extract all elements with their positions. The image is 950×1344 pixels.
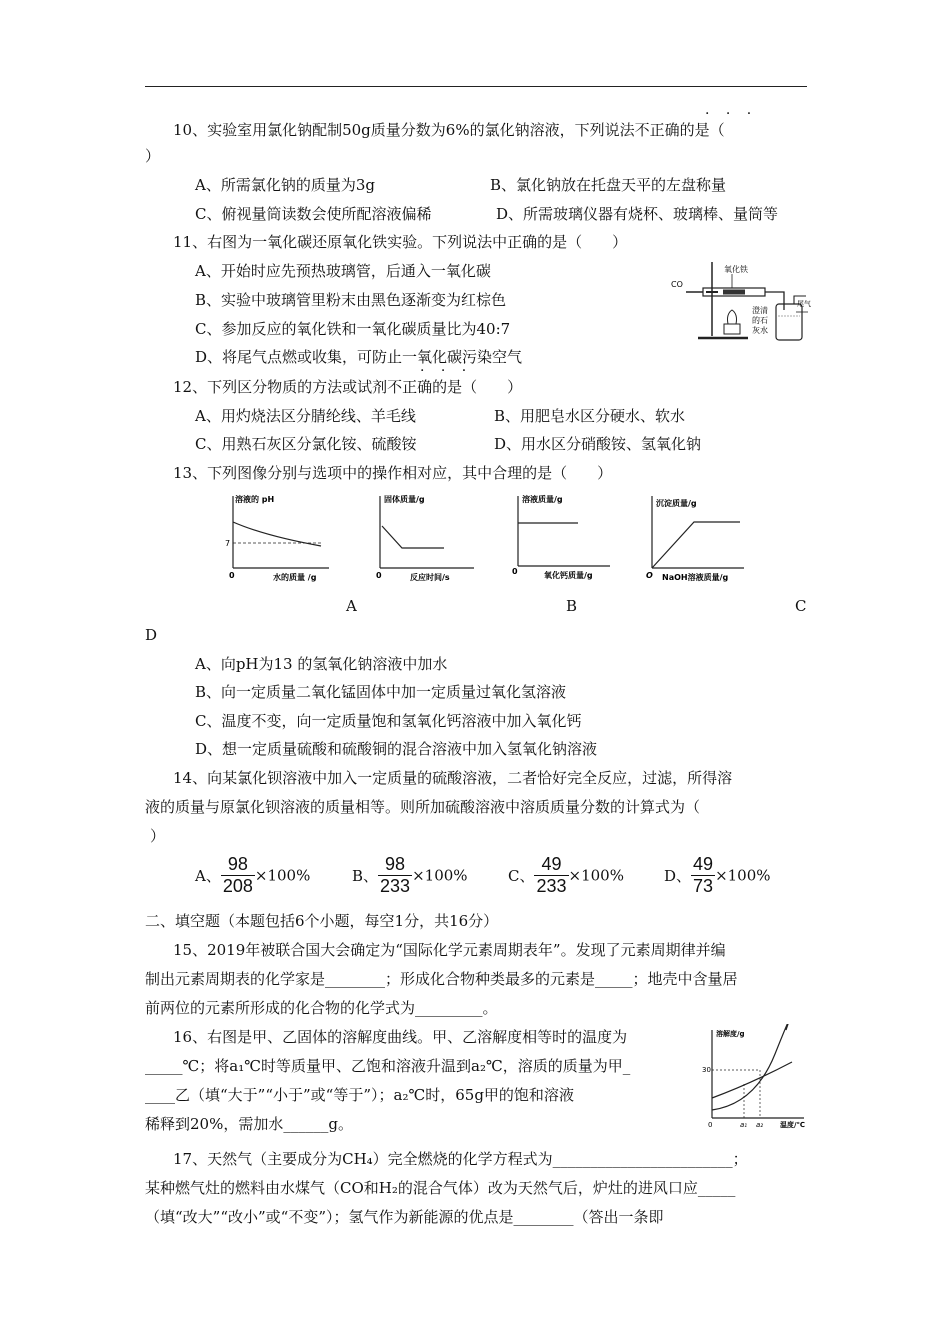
- co-reduction-apparatus-figure: [668, 258, 818, 348]
- q11-option-b: B、实验中玻璃管里粉末由黑色逐渐变为红棕色: [195, 291, 507, 309]
- q13-stem: 13、下列图像分别与选项中的操作相对应，其中合理的是（ ）: [173, 464, 613, 482]
- q14-option-b-denominator: 233: [380, 876, 411, 896]
- q14-option-c-numerator: 49: [534, 854, 568, 876]
- fig-oxide-label: 氧化铁: [724, 265, 748, 274]
- graph-d-origin: O: [646, 571, 653, 580]
- q14-option-b-numerator: 98: [378, 854, 412, 876]
- q10-option-d: D、所需玻璃仪器有烧杯、玻璃棒、量筒等: [496, 205, 779, 223]
- fig-exhaust-label: 尾气: [797, 300, 811, 308]
- solubility-curve-yi: [712, 1062, 792, 1098]
- graph-a-tick-7: 7: [225, 539, 231, 548]
- q14-option-d-fraction: [691, 854, 715, 897]
- graph-c-xlabel: 氧化钙质量/g: [544, 571, 593, 580]
- q13-option-c: C、温度不变，向一定质量饱和氢氧化钙溶液中加入氧化钙: [195, 712, 582, 730]
- graph-c-ylabel: 溶液质量/g: [522, 495, 563, 504]
- q10-option-c: C、俯视量筒读数会使所配溶液偏稀: [195, 205, 432, 223]
- q14-option-b: [352, 854, 468, 897]
- q12-option-d: D、用水区分硝酸铵、氢氧化钠: [494, 435, 702, 453]
- solubility-ylabel: 溶解度/g: [716, 1030, 745, 1038]
- graph-label-a: A: [346, 597, 357, 615]
- q13-option-b: B、向一定质量二氧化锰固体中加一定质量过氧化氢溶液: [195, 683, 567, 701]
- q12-option-a: A、用灼烧法区分腈纶线、羊毛线: [195, 407, 416, 425]
- q16-line-1: 16、右图是甲、乙固体的溶解度曲线。甲、乙溶解度相等时的温度为: [173, 1028, 628, 1046]
- graph-b-ylabel: 固体质量/g: [384, 495, 425, 504]
- graph-a-curve: [233, 522, 321, 546]
- q14-option-d-numerator: 49: [693, 854, 714, 874]
- q16-line-4: 稀释到20%，需加水______g。: [145, 1115, 353, 1133]
- solubility-a2: a₂: [756, 1121, 764, 1129]
- q10-option-a: A、所需氯化钠的质量为3g: [195, 176, 375, 194]
- fig-co-label: CO: [671, 280, 683, 289]
- q11-option-a: A、开始时应先预热玻璃管，后通入一氧化碳: [195, 262, 491, 280]
- q17-line-1: 17、天然气（主要成分为CH₄）完全燃烧的化学方程式为________________________；: [173, 1150, 748, 1168]
- graph-d-line: [652, 522, 740, 568]
- q12-option-b: B、用肥皂水区分硬水、软水: [494, 407, 686, 425]
- graph-label-d: D: [145, 626, 158, 644]
- q10-option-b: B、氯化钠放在托盘天平的左盘称量: [490, 176, 727, 194]
- q14-option-a: [195, 854, 310, 897]
- q15-line-2: 制出元素周期表的化学家是________；形成化合物种类最多的元素是_____；地壳中含量居: [145, 970, 738, 988]
- graph-label-c: C: [795, 597, 807, 615]
- q12-stem: 12、下列区分物质的方法或试剂不正确的是（ ）: [173, 378, 523, 396]
- graph-a-origin: 0: [229, 571, 235, 580]
- q13-graph-d: [640, 488, 760, 584]
- q13-graph-a: [215, 488, 335, 584]
- q17-line-2: 某种燃气灶的燃料由水煤气（CO和H₂的混合气体）改为天然气后，炉灶的进风口应_____: [145, 1179, 736, 1197]
- q14-line-1: 14、向某氯化钡溶液中加入一定质量的硫酸溶液，二者恰好完全反应，过滤，所得溶: [173, 769, 733, 787]
- limewater-bottle: [776, 304, 802, 340]
- q14-option-a-fraction: [221, 854, 255, 897]
- q15-line-1: 15、2019年被联合国大会确定为“国际化学元素周期表年”。发现了元素周期律并编: [173, 941, 726, 959]
- q14-option-d-denominator: 73: [693, 876, 714, 896]
- q17-line-3: （填“改大”“改小”或“不变”）；氢气作为新能源的优点是________（答出一条即: [145, 1208, 664, 1226]
- q14-option-a-label: A、: [195, 867, 221, 885]
- graph-a-xlabel: 水的质量 /g: [273, 573, 317, 582]
- q11-option-c: C、参加反应的氧化铁和一氧化碳质量比为40:7: [195, 320, 511, 338]
- graph-b-line: [382, 526, 444, 548]
- solubility-a1: a₁: [740, 1121, 748, 1129]
- q14-option-a-tail: ×100%: [254, 866, 311, 885]
- q13-graph-b: [360, 488, 480, 584]
- q13-graph-c: [500, 488, 620, 584]
- graph-b-origin: 0: [376, 571, 382, 580]
- solubility-origin: 0: [708, 1121, 713, 1129]
- q11-option-d: D、将尾气点燃或收集，可防止一氧化碳污染空气: [195, 348, 523, 366]
- q11-stem: 11、右图为一氧化碳还原氧化铁实验。下列说法中正确的是（ ）: [173, 233, 628, 251]
- q14-option-c-label: C、: [508, 867, 535, 885]
- q14-option-b-label: B、: [352, 867, 379, 885]
- q10-stem-close: ）: [145, 147, 161, 165]
- q16-line-2: _____℃；将a₁℃时等质量甲、乙饱和溶液升温到a₂℃，溶质的质量为甲_: [145, 1057, 631, 1075]
- iron-oxide-powder: [723, 290, 745, 295]
- q14-option-a-denominator: 208: [222, 876, 253, 896]
- graph-d-xlabel: NaOH溶液质量/g: [662, 573, 729, 582]
- q16-line-3: ____乙（填“大于”“小于”或“等于”）；a₂℃时，65g甲的饱和溶液: [145, 1086, 574, 1104]
- graph-d-ylabel: 沉淀质量/g: [656, 499, 697, 508]
- fig-limewater-3: 灰水: [752, 326, 768, 335]
- q12-option-c: C、用熟石灰区分氯化铵、硫酸铵: [195, 435, 417, 453]
- q14-option-d: [664, 854, 771, 897]
- graph-label-b: B: [566, 597, 578, 615]
- q14-option-b-fraction: [378, 854, 412, 897]
- q14-line-2: 液的质量与原氯化钡溶液的质量相等。则所加硫酸溶液中溶质质量分数的计算式为（: [145, 798, 701, 816]
- q14-option-b-tail: ×100%: [412, 866, 468, 885]
- q13-option-d: D、想一定质量硫酸和硫酸铜的混合溶液中加入氢氧化钠溶液: [195, 740, 598, 758]
- q13-option-a: A、向pH为13 的氢氧化钠溶液中加水: [195, 655, 448, 673]
- q14-option-c-denominator: 233: [536, 876, 567, 896]
- graph-a-ylabel: 溶液的 pH: [235, 495, 275, 504]
- q14-option-a-numerator: 98: [221, 854, 255, 876]
- q14-option-d-label: D、: [664, 867, 692, 885]
- section-2-heading: 二、填空题（本题包括6个小题，每空1分，共16分）: [145, 912, 499, 930]
- emphasis-dots-q10: · · ·: [705, 106, 758, 122]
- q14-option-d-tail: ×100%: [715, 866, 771, 885]
- fig-limewater-2: 的石: [752, 316, 768, 325]
- q14-option-c: [508, 854, 624, 897]
- q14-option-c-tail: ×100%: [568, 866, 624, 885]
- q14-line-3: ）: [150, 827, 166, 845]
- q14-option-c-fraction: [534, 854, 568, 897]
- emphasis-dots-q12: · · ·: [420, 363, 473, 379]
- graph-c-origin: 0: [512, 567, 518, 576]
- solubility-curve-figure: [700, 1024, 810, 1132]
- header-rule: [145, 86, 807, 87]
- alcohol-lamp: [728, 310, 737, 324]
- q15-line-3: 前两位的元素所形成的化合物的化学式为_________。: [145, 999, 498, 1017]
- solubility-xlabel: 温度/℃: [780, 1121, 806, 1129]
- q10-stem: 10、实验室用氯化钠配制50g质量分数为6%的氯化钠溶液，下列说法不正确的是（: [173, 121, 725, 139]
- solubility-tick-30: 30: [702, 1066, 711, 1074]
- graph-b-xlabel: 反应时间/s: [410, 573, 450, 582]
- fig-limewater-1: 澄清: [752, 306, 768, 315]
